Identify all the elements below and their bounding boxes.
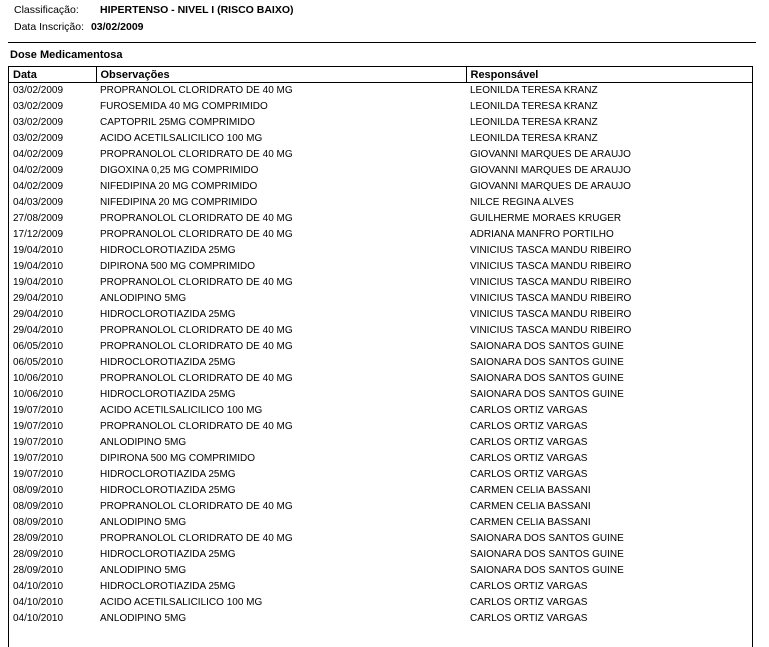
observation-cell: NIFEDIPINA 20 MG COMPRIMIDO [100,181,258,192]
date-cell: 28/09/2010 [13,533,64,544]
observation-cell: PROPRANOLOL CLORIDRATO DE 40 MG [100,341,293,352]
registration-date-label: Data Inscrição: [14,21,85,33]
responsible-cell: ADRIANA MANFRO PORTILHO [470,229,614,240]
observation-cell: ACIDO ACETILSALICILICO 100 MG [100,597,263,608]
responsible-cell: SAIONARA DOS SANTOS GUINE [470,341,624,352]
date-cell: 03/02/2009 [13,101,64,112]
column-header-responsible: Responsável [466,67,752,83]
date-cell: 19/07/2010 [13,421,64,432]
observation-cell: ANLODIPINO 5MG [100,293,187,304]
responsible-cell: VINICIUS TASCA MANDU RIBEIRO [470,309,632,320]
observation-cell: CAPTOPRIL 25MG COMPRIMIDO [100,117,256,128]
classification-value: HIPERTENSO - NIVEL I (RISCO BAIXO) [100,4,294,16]
observation-cell: ANLODIPINO 5MG [100,517,187,528]
responsible-cell: SAIONARA DOS SANTOS GUINE [470,357,624,368]
table-row [9,307,752,323]
medication-table-container [8,66,753,647]
table-row [9,595,752,611]
observation-cell: DIPIRONA 500 MG COMPRIMIDO [100,261,256,272]
date-cell: 03/02/2009 [13,85,64,96]
date-cell: 19/04/2010 [13,245,64,256]
observation-cell: HIDROCLOROTIAZIDA 25MG [100,309,236,320]
table-row [9,467,752,483]
observation-cell: HIDROCLOROTIAZIDA 25MG [100,469,236,480]
responsible-cell: VINICIUS TASCA MANDU RIBEIRO [470,325,632,336]
table-row [9,339,752,355]
observation-cell: PROPRANOLOL CLORIDRATO DE 40 MG [100,373,293,384]
responsible-cell: LEONILDA TERESA KRANZ [470,101,598,112]
table-row [9,611,752,627]
medication-table [9,67,752,627]
table-row [9,291,752,307]
responsible-cell: GIOVANNI MARQUES DE ARAUJO [470,149,631,160]
responsible-cell: CARLOS ORTIZ VARGAS [470,437,588,448]
table-row [9,371,752,387]
date-cell: 19/04/2010 [13,261,64,272]
table-row [9,115,752,131]
table-row [9,403,752,419]
table-row [9,483,752,499]
responsible-cell: VINICIUS TASCA MANDU RIBEIRO [470,293,632,304]
date-cell: 03/02/2009 [13,133,64,144]
observation-cell: FUROSEMIDA 40 MG COMPRIMIDO [100,101,268,112]
responsible-cell: CARLOS ORTIZ VARGAS [470,613,588,624]
date-cell: 29/04/2010 [13,293,64,304]
table-row [9,323,752,339]
observation-cell: ACIDO ACETILSALICILICO 100 MG [100,405,263,416]
date-cell: 08/09/2010 [13,517,64,528]
responsible-cell: CARLOS ORTIZ VARGAS [470,453,588,464]
classification-row [14,4,294,16]
date-cell: 29/04/2010 [13,325,64,336]
observation-cell: HIDROCLOROTIAZIDA 25MG [100,245,236,256]
responsible-cell: LEONILDA TERESA KRANZ [470,117,598,128]
responsible-cell: VINICIUS TASCA MANDU RIBEIRO [470,261,632,272]
table-row [9,547,752,563]
table-header-row [9,67,752,83]
date-cell: 04/02/2009 [13,165,64,176]
responsible-cell: GUILHERME MORAES KRUGER [470,213,622,224]
date-cell: 04/10/2010 [13,597,64,608]
date-cell: 04/02/2009 [13,181,64,192]
table-row [9,163,752,179]
responsible-cell: NILCE REGINA ALVES [470,197,574,208]
table-row [9,99,752,115]
date-cell: 19/07/2010 [13,453,64,464]
table-row [9,83,752,100]
responsible-cell: SAIONARA DOS SANTOS GUINE [470,389,624,400]
date-cell: 06/05/2010 [13,357,64,368]
responsible-cell: CARMEN CELIA BASSANI [470,501,591,512]
date-cell: 04/10/2010 [13,613,64,624]
table-row [9,419,752,435]
column-header-date: Data [9,67,96,83]
responsible-cell: CARMEN CELIA BASSANI [470,517,591,528]
responsible-cell: CARLOS ORTIZ VARGAS [470,421,588,432]
table-row [9,195,752,211]
date-cell: 04/10/2010 [13,581,64,592]
observation-cell: PROPRANOLOL CLORIDRATO DE 40 MG [100,85,293,96]
observation-cell: DIGOXINA 0,25 MG COMPRIMIDO [100,165,259,176]
date-cell: 19/07/2010 [13,405,64,416]
date-cell: 19/07/2010 [13,437,64,448]
date-cell: 28/09/2010 [13,549,64,560]
date-cell: 28/09/2010 [13,565,64,576]
table-row [9,211,752,227]
date-cell: 08/09/2010 [13,501,64,512]
table-row [9,451,752,467]
table-row [9,147,752,163]
table-row [9,435,752,451]
date-cell: 10/06/2010 [13,373,64,384]
observation-cell: HIDROCLOROTIAZIDA 25MG [100,357,236,368]
responsible-cell: VINICIUS TASCA MANDU RIBEIRO [470,277,632,288]
responsible-cell: GIOVANNI MARQUES DE ARAUJO [470,181,631,192]
responsible-cell: VINICIUS TASCA MANDU RIBEIRO [470,245,632,256]
registration-date-value: 03/02/2009 [90,21,144,33]
registration-date-row [14,21,144,33]
table-row [9,531,752,547]
observation-cell: HIDROCLOROTIAZIDA 25MG [100,549,236,560]
observation-cell: PROPRANOLOL CLORIDRATO DE 40 MG [100,229,293,240]
table-row [9,259,752,275]
table-body [9,83,752,628]
observation-cell: PROPRANOLOL CLORIDRATO DE 40 MG [100,149,293,160]
table-row [9,563,752,579]
responsible-cell: SAIONARA DOS SANTOS GUINE [470,373,624,384]
column-header-observations: Observações [96,67,466,83]
responsible-cell: SAIONARA DOS SANTOS GUINE [470,549,624,560]
observation-cell: HIDROCLOROTIAZIDA 25MG [100,389,236,400]
observation-cell: HIDROCLOROTIAZIDA 25MG [100,581,236,592]
responsible-cell: CARLOS ORTIZ VARGAS [470,581,588,592]
date-cell: 10/06/2010 [13,389,64,400]
responsible-cell: CARLOS ORTIZ VARGAS [470,469,588,480]
observation-cell: PROPRANOLOL CLORIDRATO DE 40 MG [100,213,293,224]
observation-cell: NIFEDIPINA 20 MG COMPRIMIDO [100,197,258,208]
date-cell: 19/07/2010 [13,469,64,480]
observation-cell: ANLODIPINO 5MG [100,437,187,448]
responsible-cell: SAIONARA DOS SANTOS GUINE [470,533,624,544]
responsible-cell: CARLOS ORTIZ VARGAS [470,597,588,608]
observation-cell: HIDROCLOROTIAZIDA 25MG [100,485,236,496]
table-row [9,275,752,291]
date-cell: 04/03/2009 [13,197,64,208]
section-title: Dose Medicamentosa [10,49,123,61]
date-cell: 06/05/2010 [13,341,64,352]
table-row [9,355,752,371]
table-row [9,179,752,195]
observation-cell: PROPRANOLOL CLORIDRATO DE 40 MG [100,421,293,432]
table-row [9,499,752,515]
date-cell: 04/02/2009 [13,149,64,160]
date-cell: 03/02/2009 [13,117,64,128]
date-cell: 19/04/2010 [13,277,64,288]
responsible-cell: LEONILDA TERESA KRANZ [470,85,598,96]
responsible-cell: CARMEN CELIA BASSANI [470,485,591,496]
header-divider [8,42,756,43]
observation-cell: ACIDO ACETILSALICILICO 100 MG [100,133,263,144]
date-cell: 08/09/2010 [13,485,64,496]
observation-cell: ANLODIPINO 5MG [100,565,187,576]
observation-cell: PROPRANOLOL CLORIDRATO DE 40 MG [100,277,293,288]
observation-cell: DIPIRONA 500 MG COMPRIMIDO [100,453,256,464]
table-row [9,515,752,531]
responsible-cell: CARLOS ORTIZ VARGAS [470,405,588,416]
table-row [9,387,752,403]
date-cell: 17/12/2009 [13,229,64,240]
table-row [9,579,752,595]
observation-cell: ANLODIPINO 5MG [100,613,187,624]
responsible-cell: SAIONARA DOS SANTOS GUINE [470,565,624,576]
responsible-cell: LEONILDA TERESA KRANZ [470,133,598,144]
observation-cell: PROPRANOLOL CLORIDRATO DE 40 MG [100,325,293,336]
observation-cell: PROPRANOLOL CLORIDRATO DE 40 MG [100,501,293,512]
table-row [9,227,752,243]
table-row [9,243,752,259]
date-cell: 29/04/2010 [13,309,64,320]
classification-label: Classificação: [14,4,79,16]
table-row [9,131,752,147]
responsible-cell: GIOVANNI MARQUES DE ARAUJO [470,165,631,176]
observation-cell: PROPRANOLOL CLORIDRATO DE 40 MG [100,533,293,544]
date-cell: 27/08/2009 [13,213,64,224]
